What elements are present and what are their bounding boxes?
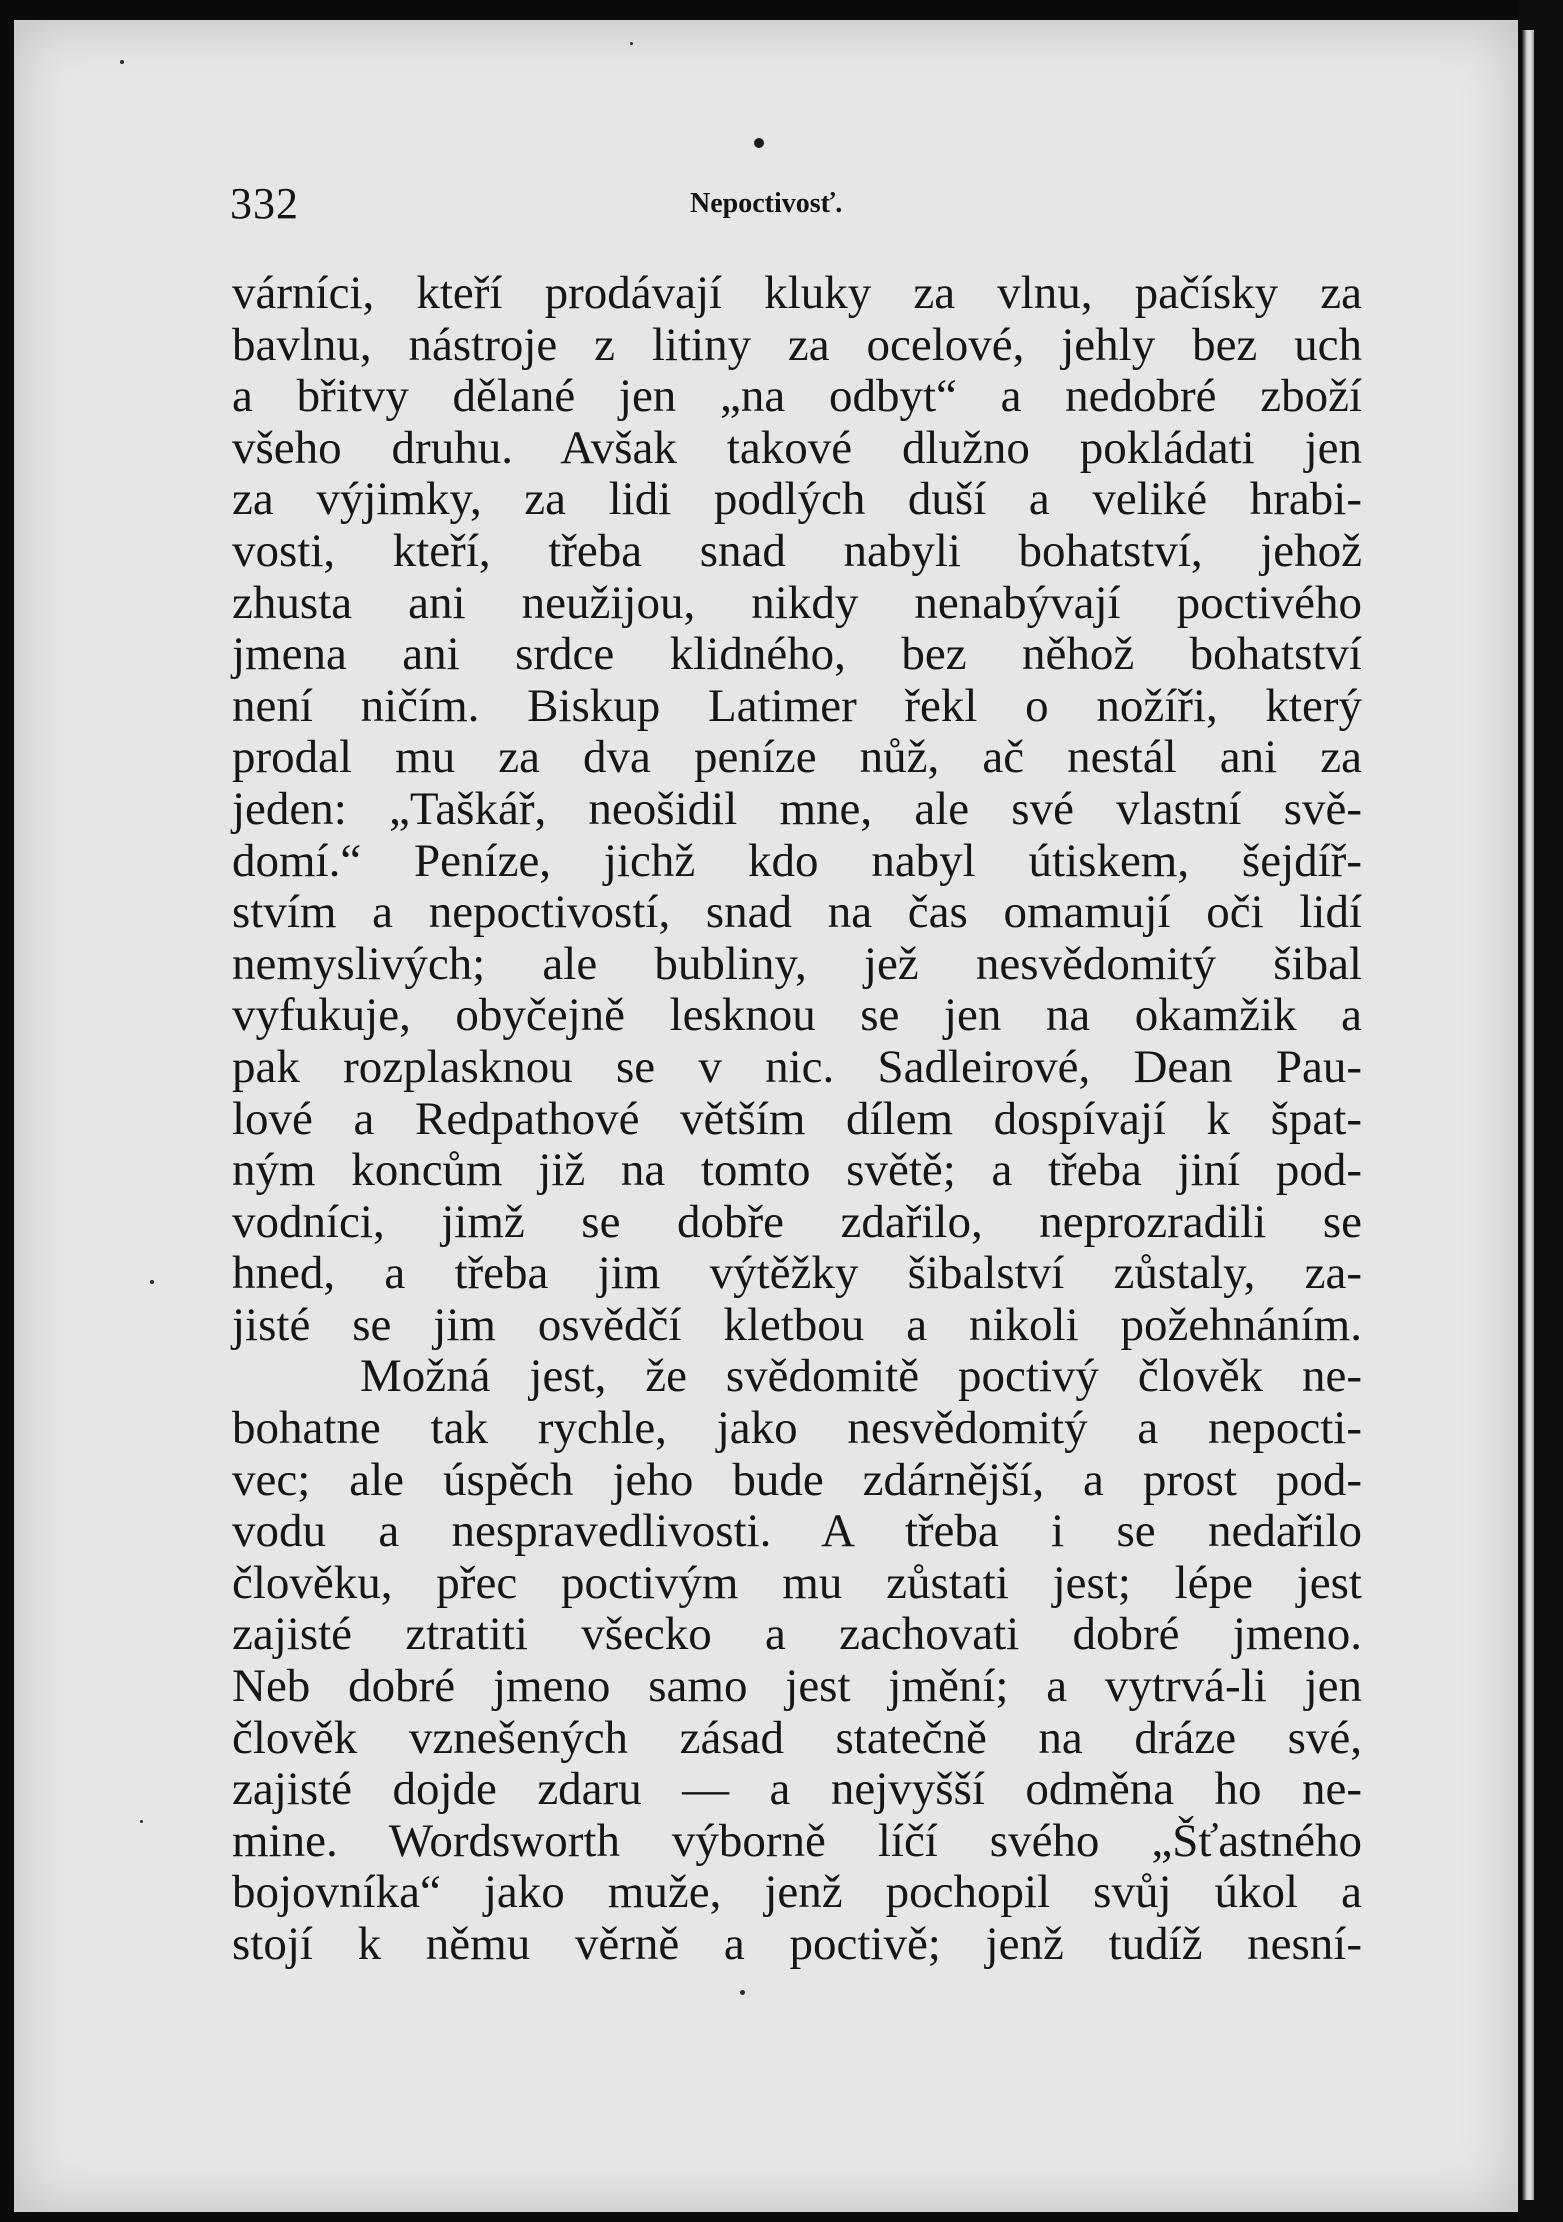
paper-speck	[140, 1820, 143, 1823]
text-line: várníci, kteří prodávají kluky za vlnu, pačísky za	[232, 267, 1362, 319]
text-line: Možná jest, že svědomitě poctivý člověk ne-	[360, 1350, 1362, 1403]
text-line: člověku, přec poctivým mu zůstati jest; lépe jest	[232, 1556, 1362, 1609]
text-line: ným koncům již na tomto světě; a třeba jiní pod-	[232, 1144, 1362, 1197]
text-line: bavlnu, nástroje z litiny za ocelové, jehly bez uch	[232, 318, 1362, 371]
text-line: stojí k němu věrně a poctivě; jenž tudíž nesní-	[232, 1918, 1362, 1970]
text-line: zhusta ani neužijou, nikdy nenabývají poctivého	[232, 576, 1362, 629]
facing-page-edge	[1522, 30, 1534, 2200]
text-line: za výjimky, za lidi podlých duší a veliké hrabi-	[232, 473, 1362, 526]
text-line: vyfukuje, obyčejně lesknou se jen na okamžik a	[232, 989, 1362, 1042]
text-line: zajisté ztratiti všecko a zachovati dobré jmeno.	[232, 1608, 1362, 1661]
text-line: vec; ale úspěch jeho bude zdárnější, a prost pod-	[232, 1453, 1362, 1506]
text-line: jisté se jim osvědčí kletbou a nikoli požehnáním.	[232, 1298, 1362, 1351]
paper-speck	[150, 1280, 154, 1284]
text-line: není ničím. Biskup Latimer řekl o nožíři, který	[232, 679, 1362, 732]
running-title: Nepoctivosť.	[690, 188, 843, 219]
text-line: jmena ani srdce klidného, bez něhož bohatství	[232, 628, 1362, 681]
text-line: nemyslivých; ale bubliny, jež nesvědomitý šibal	[232, 937, 1362, 990]
text-line: pak rozplasknou se v nic. Sadleirové, Dean Pau-	[232, 1040, 1362, 1093]
text-line: mine. Wordsworth výborně líčí svého „Šťastného	[232, 1814, 1362, 1867]
ink-speck	[754, 138, 764, 148]
paper-speck	[120, 60, 124, 64]
text-line: domí.“ Peníze, jichž kdo nabyl útiskem, šejdíř-	[232, 834, 1362, 887]
text-line: všeho druhu. Avšak takové dlužno pokládati jen	[232, 421, 1362, 474]
paper-speck	[740, 1990, 745, 1995]
text-line: bojovníka“ jako muže, jenž pochopil svůj úkol a	[232, 1866, 1362, 1919]
text-line: vosti, kteří, třeba snad nabyli bohatství, jehož	[232, 524, 1362, 577]
body-text	[232, 268, 1362, 1971]
text-line: jeden: „Taškář, neošidil mne, ale své vlastní svě-	[232, 782, 1362, 835]
text-line: vodníci, jimž se dobře zdařilo, neprozradili se	[232, 1195, 1362, 1248]
text-line: stvím a nepoctivostí, snad na čas omamují oči lidí	[232, 886, 1362, 939]
text-line: a břitvy dělané jen „na odbyt“ a nedobré zboží	[232, 370, 1362, 423]
text-line: vodu a nespravedlivosti. A třeba i se nedařilo	[232, 1505, 1362, 1558]
paper-speck	[630, 42, 633, 45]
text-line: zajisté dojde zdaru — a nejvyšší odměna ho ne-	[232, 1763, 1362, 1816]
text-line: bohatne tak rychle, jako nesvědomitý a nepocti-	[232, 1402, 1362, 1455]
text-line: hned, a třeba jim výtěžky šibalství zůstaly, za-	[232, 1247, 1362, 1300]
text-line: prodal mu za dva peníze nůž, ač nestál ani za	[232, 731, 1362, 784]
text-line: člověk vznešených zásad statečně na dráze své,	[232, 1711, 1362, 1764]
text-line: Neb dobré jmeno samo jest jmění; a vytrvá-li jen	[232, 1660, 1362, 1713]
text-line: lové a Redpathové větším dílem dospívají k špat-	[232, 1092, 1362, 1145]
page-number: 332	[230, 179, 299, 228]
